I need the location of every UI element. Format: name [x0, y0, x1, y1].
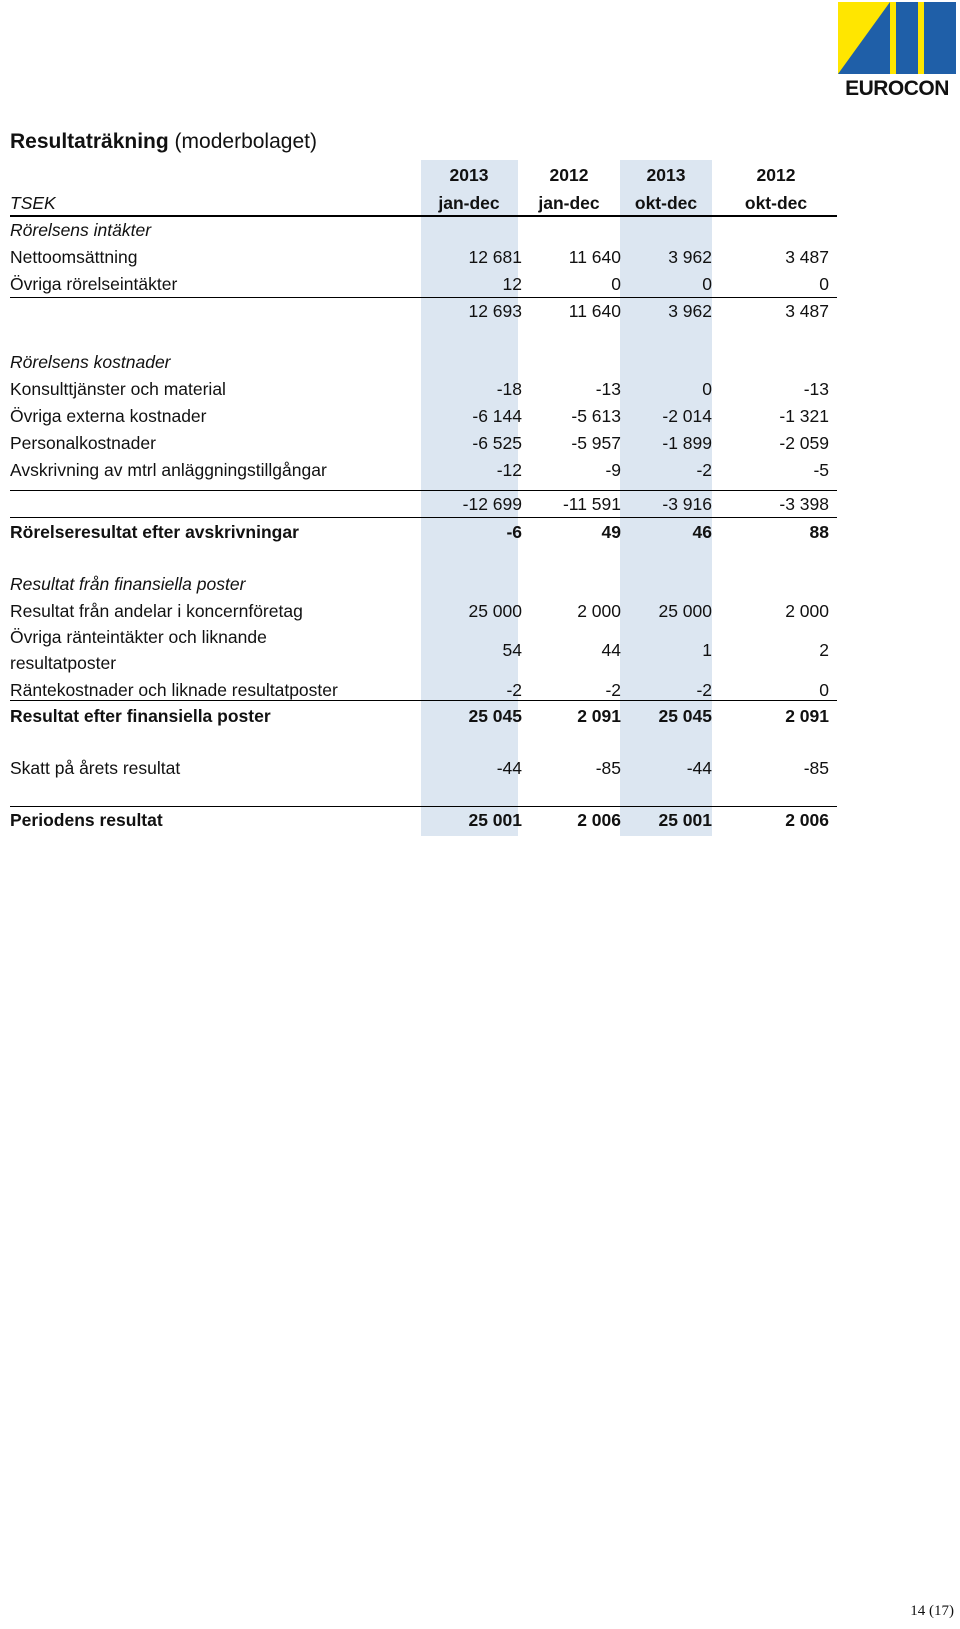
cell-value: -11 591	[562, 494, 621, 514]
subtotal-rule-income	[10, 297, 837, 298]
col-header-2-year: 2012	[549, 165, 589, 185]
col-header-3-year: 2013	[646, 165, 686, 185]
col-header-3-period: okt-dec	[634, 193, 698, 213]
cell-value: 25 001	[658, 810, 712, 830]
cell-value: 0	[702, 379, 712, 399]
cell-value: -6	[506, 522, 522, 542]
cell-value: -5 613	[571, 406, 621, 426]
cell-value: 2 000	[577, 601, 621, 621]
cell-value: -13	[803, 379, 829, 399]
cell-value: 25 000	[658, 601, 712, 621]
cell-value: -12	[496, 460, 522, 480]
cell-value: 25 001	[468, 810, 522, 830]
cell-value: 2 091	[577, 706, 621, 726]
subtotal-rule-tax	[10, 806, 837, 807]
row-label: Rörelsens intäkter	[10, 220, 152, 240]
cell-value: 3 962	[668, 247, 712, 267]
row-label: Resultat efter finansiella poster	[10, 706, 271, 726]
cell-value: -2 014	[662, 406, 712, 426]
cell-value: -6 525	[472, 433, 522, 453]
row-label-continued: resultatposter	[10, 653, 117, 673]
col-header-1-period: jan-dec	[438, 193, 500, 213]
unit-label-text: TSEK	[10, 193, 56, 213]
cell-value: 11 640	[568, 247, 621, 267]
logo-wordmark: EUROCON	[845, 77, 949, 99]
cell-value: 2 091	[785, 706, 829, 726]
cell-value: -2	[696, 460, 712, 480]
cell-value: 46	[692, 522, 712, 542]
cell-value: -1 321	[779, 406, 829, 426]
cell-value: 12 681	[468, 247, 522, 267]
cell-value: -5 957	[571, 433, 621, 453]
cell-value: -12 699	[462, 494, 522, 514]
row-label: Rörelsens kostnader	[10, 352, 171, 372]
cell-value: -3 398	[779, 494, 829, 514]
header-rule	[10, 215, 837, 217]
col-header-2-period: jan-dec	[538, 193, 600, 213]
cell-value: 3 487	[785, 247, 829, 267]
cell-value: -3 916	[662, 494, 712, 514]
row-label: Avskrivning av mtrl anläggningstillgångar	[10, 460, 327, 480]
cell-value: 25 045	[468, 706, 522, 726]
cell-value: 1	[702, 640, 712, 660]
eurocon-logo	[838, 2, 956, 99]
cell-value: 2 006	[577, 810, 621, 830]
cell-value: 11 640	[568, 301, 621, 321]
col-header-4-period: okt-dec	[744, 193, 808, 213]
cell-value: -2	[506, 680, 522, 700]
cell-value: 88	[809, 522, 829, 542]
page-number: 14 (17)	[910, 1603, 954, 1619]
cell-value: -2	[605, 680, 621, 700]
row-label: Resultat från andelar i koncernföretag	[10, 601, 303, 621]
col-header-4-year: 2012	[756, 165, 796, 185]
cell-value: 54	[502, 640, 522, 660]
subtotal-rule-costs	[10, 490, 837, 491]
cell-value: -18	[496, 379, 522, 399]
subtotal-rule-operating	[10, 517, 837, 518]
cell-value: 12 693	[468, 301, 522, 321]
cell-value: 0	[611, 274, 621, 294]
cell-value: -85	[595, 758, 621, 778]
page-title	[10, 130, 317, 154]
row-label: Periodens resultat	[10, 810, 163, 830]
row-label: Rörelseresultat efter avskrivningar	[10, 522, 299, 542]
cell-value: -44	[686, 758, 712, 778]
cell-value: 44	[601, 640, 621, 660]
row-label: Personalkostnader	[10, 433, 156, 453]
cell-value: -5	[813, 460, 829, 480]
cell-value: -44	[496, 758, 522, 778]
row-label: Räntekostnader och liknade resultatposter	[10, 680, 338, 700]
row-label: Övriga externa kostnader	[10, 406, 207, 426]
cell-value: 0	[819, 274, 829, 294]
cell-value: 0	[702, 274, 712, 294]
cell-value: 12	[502, 274, 522, 294]
col-header-1-year: 2013	[449, 165, 489, 185]
title-subtitle: (moderbolaget)	[174, 130, 317, 153]
cell-value: -2 059	[779, 433, 829, 453]
cell-value: -9	[605, 460, 621, 480]
cell-value: 25 045	[658, 706, 712, 726]
cell-value: -13	[595, 379, 621, 399]
cell-value: 2	[819, 640, 829, 660]
row-label: Konsulttjänster och material	[10, 379, 226, 399]
row-label: Resultat från finansiella poster	[10, 574, 246, 594]
row-label: Övriga ränteintäkter och liknande	[10, 627, 267, 647]
cell-value: 25 000	[468, 601, 522, 621]
cell-value: -1 899	[662, 433, 712, 453]
cell-value: 3 487	[785, 301, 829, 321]
cell-value: -2	[696, 680, 712, 700]
cell-value: 3 962	[668, 301, 712, 321]
cell-value: 2 000	[785, 601, 829, 621]
title-bold: Resultaträkning	[10, 130, 169, 153]
cell-value: -6 144	[472, 406, 522, 426]
cell-value: -85	[803, 758, 829, 778]
cell-value: 2 006	[785, 810, 829, 830]
row-label: Nettoomsättning	[10, 247, 138, 267]
eurocon-logo-graphic	[838, 2, 956, 99]
cell-value: 0	[819, 680, 829, 700]
row-label: Övriga rörelseintäkter	[10, 274, 178, 294]
row-label: Skatt på årets resultat	[10, 758, 181, 778]
cell-value: 49	[601, 522, 621, 542]
